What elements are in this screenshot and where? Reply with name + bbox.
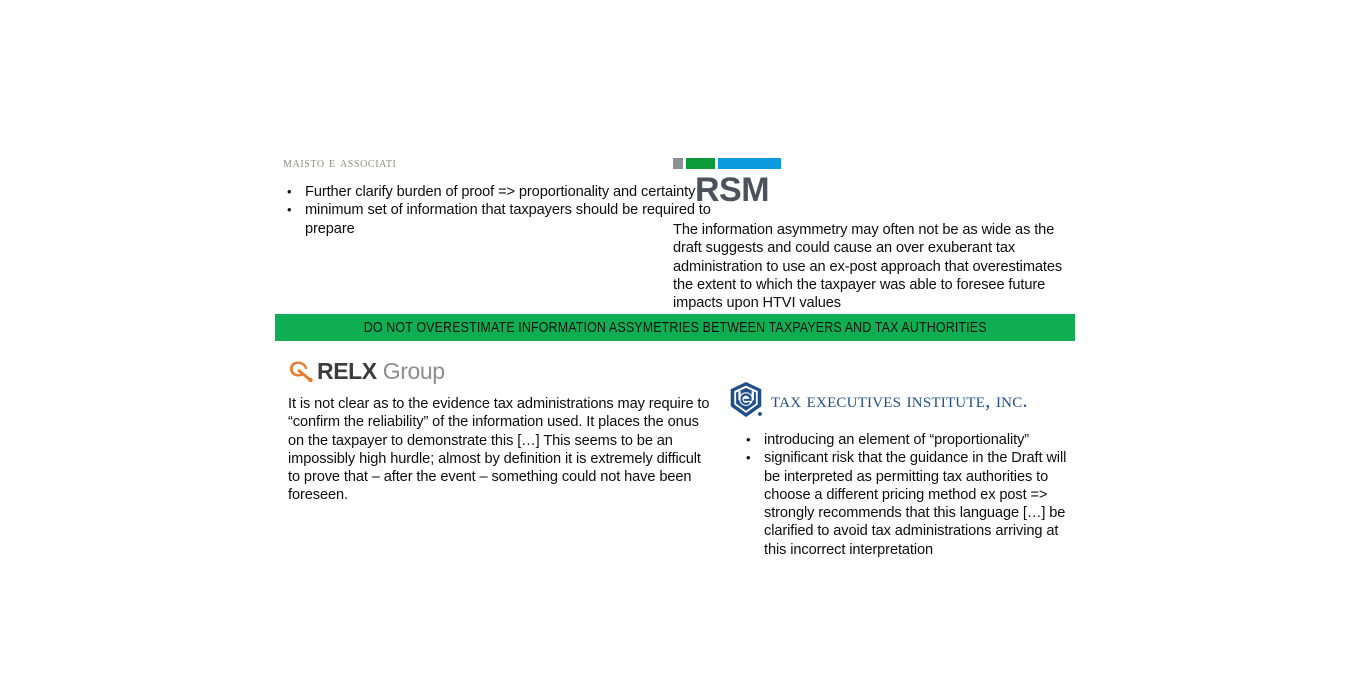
relx-logo-name: RELX: [317, 358, 377, 384]
list-item: • minimum set of information that taxpayers should be required to prepare: [283, 201, 713, 238]
key-message-banner: [275, 314, 1075, 341]
rsm-bar-green-icon: [686, 158, 715, 169]
list-item: • significant risk that the guidance in the Draft will be interpreted as permitting tax authorities to choose a different pricing method ex post => strongly recommends that this language […] be clarified to avoid tax administrations arriving at this incorrect interpretation: [742, 449, 1068, 559]
tei-shield-badge-icon: [728, 381, 764, 419]
relx-logo-mark-icon: [288, 359, 314, 383]
maisto-logo-text: maisto e associati: [283, 155, 397, 171]
maisto-section: [283, 155, 713, 238]
rsm-bar-blue-icon: [718, 158, 781, 169]
relx-section: [288, 358, 713, 505]
key-message-banner-text: DO NOT OVERESTIMATE INFORMATION ASSYMETRIES BETWEEN TAXPAYERS AND TAX AUTHORITIES: [363, 319, 987, 336]
rsm-logo-wordmark: RSM: [695, 171, 770, 209]
list-item: • introducing an element of “proportionality”: [742, 431, 1068, 449]
relx-paragraph: It is not clear as to the evidence tax administrations may require to “confirm the reliability” of the information used. It places the onus on the taxpayer to demonstrate this […] This seems to be an impossibly high hurdle; almost by definition it is extremely difficult to prove that – after the event – something could not have been foreseen.: [288, 396, 710, 504]
rsm-paragraph: The information asymmetry may often not be as wide as the draft suggests and could cause an over exuberant tax administration to use an ex-post approach that overestimates the extent to which the taxpayer was able to foresee future impacts upon HTVI values: [673, 222, 1063, 312]
tei-logo-text: tax executives institute, inc.: [771, 388, 1028, 412]
tei-bullet-list: [742, 431, 1068, 559]
maisto-bullet-list: [283, 183, 713, 238]
rsm-logo-bars-icon: [673, 158, 783, 169]
relx-logo-suffix: Group: [382, 358, 445, 384]
rsm-section: [673, 158, 1065, 312]
tei-logo: [728, 380, 1068, 420]
rsm-bar-gray-icon: [673, 158, 683, 169]
tei-section: [728, 380, 1068, 559]
list-item: • Further clarify burden of proof => proportionality and certainty: [283, 183, 713, 201]
relx-logo: [288, 358, 713, 384]
rsm-logo: [673, 158, 783, 207]
